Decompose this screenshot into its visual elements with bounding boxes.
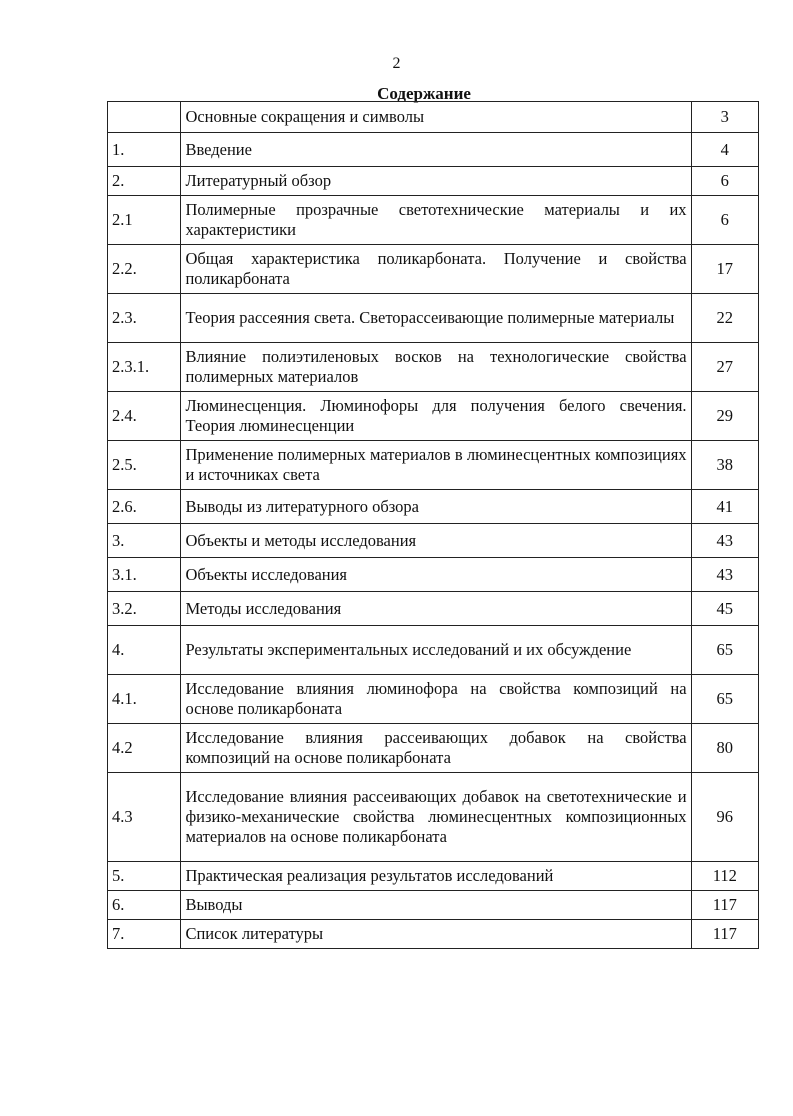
toc-title: Введение (181, 133, 691, 167)
table-of-contents (107, 101, 759, 949)
toc-title: Исследование влияния люминофора на свойства композиций на основе поликарбоната (181, 675, 691, 724)
toc-number: 2.6. (108, 490, 181, 524)
toc-title: Полимерные прозрачные светотехнические материалы и их характеристики (181, 196, 691, 245)
toc-row (108, 196, 759, 245)
toc-number: 2.5. (108, 441, 181, 490)
toc-row (108, 558, 759, 592)
toc-title: Общая характеристика поликарбоната. Получение и свойства поликарбоната (181, 245, 691, 294)
toc-title: Список литературы (181, 920, 691, 949)
toc-title: Основные сокращения и символы (181, 102, 691, 133)
toc-title: Объекты исследования (181, 558, 691, 592)
toc-title: Практическая реализация результатов исследований (181, 862, 691, 891)
toc-page: 3 (691, 102, 758, 133)
toc-row (108, 441, 759, 490)
toc-title: Исследование влияния рассеивающих добавок на свойства композиций на основе поликарбоната (181, 724, 691, 773)
toc-row (108, 343, 759, 392)
toc-page: 96 (691, 773, 758, 862)
toc-page: 22 (691, 294, 758, 343)
toc-title: Люминесценция. Люминофоры для получения белого свечения. Теория люминесценции (181, 392, 691, 441)
toc-number (108, 102, 181, 133)
toc-title: Применение полимерных материалов в люминесцентных композициях и источниках света (181, 441, 691, 490)
toc-number: 5. (108, 862, 181, 891)
toc-row (108, 245, 759, 294)
toc-page: 117 (691, 891, 758, 920)
toc-number: 2. (108, 167, 181, 196)
toc-title: Выводы (181, 891, 691, 920)
toc-page: 80 (691, 724, 758, 773)
toc-page: 65 (691, 675, 758, 724)
toc-row (108, 773, 759, 862)
toc-page: 43 (691, 558, 758, 592)
page-number: 2 (392, 55, 401, 72)
toc-page: 43 (691, 524, 758, 558)
toc-row (108, 592, 759, 626)
toc-number: 4.3 (108, 773, 181, 862)
toc-title: Выводы из литературного обзора (181, 490, 691, 524)
toc-number: 4. (108, 626, 181, 675)
toc-page: 29 (691, 392, 758, 441)
toc-page: 38 (691, 441, 758, 490)
toc-page: 4 (691, 133, 758, 167)
toc-number: 2.2. (108, 245, 181, 294)
toc-row (108, 167, 759, 196)
toc-title: Методы исследования (181, 592, 691, 626)
toc-row (108, 524, 759, 558)
toc-page: 17 (691, 245, 758, 294)
toc-page: 45 (691, 592, 758, 626)
toc-row (108, 724, 759, 773)
toc-row (108, 392, 759, 441)
toc-number: 2.3. (108, 294, 181, 343)
toc-number: 6. (108, 891, 181, 920)
toc-title: Влияние полиэтиленовых восков на технологические свойства полимерных материалов (181, 343, 691, 392)
toc-page: 112 (691, 862, 758, 891)
toc-row (108, 891, 759, 920)
toc-row (108, 133, 759, 167)
toc-number: 2.1 (108, 196, 181, 245)
toc-page: 6 (691, 167, 758, 196)
toc-row (108, 675, 759, 724)
toc-row (108, 490, 759, 524)
toc-page: 6 (691, 196, 758, 245)
toc-number: 2.4. (108, 392, 181, 441)
toc-row (108, 294, 759, 343)
toc-number: 3.1. (108, 558, 181, 592)
document-title: Содержание (377, 84, 471, 103)
toc-number: 4.1. (108, 675, 181, 724)
toc-row (108, 626, 759, 675)
toc-title: Исследование влияния рассеивающих добавок на светотехнические и физико-механические свойства люминесцентных композиционных материалов на основе поликарбоната (181, 773, 691, 862)
toc-title: Теория рассеяния света. Светорассеивающие полимерные материалы (181, 294, 691, 343)
toc-title: Результаты экспериментальных исследований и их обсуждение (181, 626, 691, 675)
toc-row (108, 102, 759, 133)
toc-title: Объекты и методы исследования (181, 524, 691, 558)
toc-number: 3.2. (108, 592, 181, 626)
toc-page: 117 (691, 920, 758, 949)
toc-page: 65 (691, 626, 758, 675)
toc-number: 4.2 (108, 724, 181, 773)
toc-row (108, 920, 759, 949)
toc-number: 2.3.1. (108, 343, 181, 392)
toc-page: 27 (691, 343, 758, 392)
toc-page: 41 (691, 490, 758, 524)
toc-number: 3. (108, 524, 181, 558)
toc-row (108, 862, 759, 891)
toc-number: 7. (108, 920, 181, 949)
toc-number: 1. (108, 133, 181, 167)
toc-title: Литературный обзор (181, 167, 691, 196)
